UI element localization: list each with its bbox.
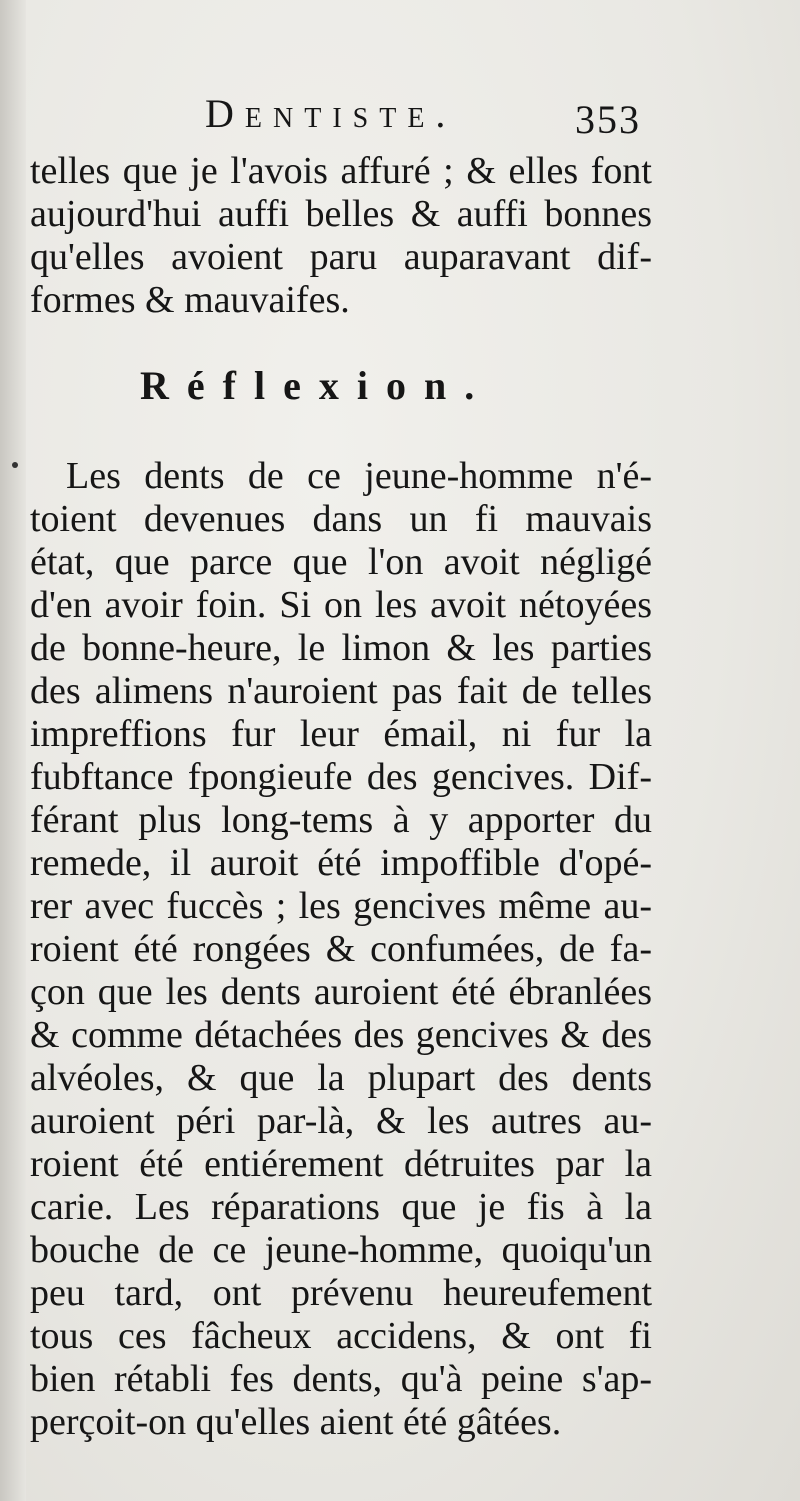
page-number: 353 bbox=[575, 97, 641, 142]
text-line: peu tard, ont prévenu heureufement bbox=[30, 1272, 652, 1314]
text-line: auroient péri par-là, & les autres au- bbox=[30, 1100, 652, 1142]
text-line: alvéoles, & que la plupart des dents bbox=[30, 1057, 652, 1099]
text-line: férant plus long-tems à y apporter du bbox=[30, 799, 652, 841]
text-line: fubftance fpongieufe des gencives. Dif- bbox=[30, 756, 652, 798]
text-line: tous ces fâcheux accidens, & ont fi bbox=[30, 1315, 652, 1357]
text-line: & comme détachées des gencives & des bbox=[30, 1014, 652, 1056]
text-line: toient devenues dans un fi mauvais bbox=[30, 498, 652, 540]
text-line: roient été entiérement détruites par la bbox=[30, 1143, 652, 1185]
text-line: qu'elles avoient paru auparavant dif- bbox=[30, 236, 652, 278]
text-line: bouche de ce jeune-homme, quoiqu'un bbox=[30, 1229, 652, 1271]
text-line: remede, il auroit été impoffible d'opé- bbox=[30, 842, 652, 884]
text-line: aujourd'hui auffi belles & auffi bonnes bbox=[30, 193, 652, 235]
running-title: Dentiste. bbox=[205, 91, 457, 136]
page-gutter-shadow bbox=[0, 0, 26, 1501]
text-line: çon que les dents auroient été ébranlées bbox=[30, 971, 652, 1013]
paragraph-continuation bbox=[30, 150, 652, 322]
text-line: perçoit-on qu'elles aient été gâtées. bbox=[30, 1401, 562, 1443]
text-line: impreffions fur leur émail, ni fur la bbox=[30, 713, 652, 755]
text-line: formes & mauvaifes. bbox=[30, 279, 350, 321]
reflexion-paragraph bbox=[30, 455, 652, 1444]
text-line: d'en avoir foin. Si on les avoit nétoyées bbox=[30, 584, 652, 626]
text-line: des alimens n'auroient pas fait de telles bbox=[30, 670, 652, 712]
ink-speck bbox=[12, 462, 18, 468]
text-line: Les dents de ce jeune-homme n'é- bbox=[66, 455, 652, 497]
text-line: carie. Les réparations que je fis à la bbox=[30, 1186, 652, 1228]
text-line: état, que parce que l'on avoit négligé bbox=[30, 541, 652, 583]
text-line: bien rétabli fes dents, qu'à peine s'ap- bbox=[30, 1358, 652, 1400]
text-line: roient été rongées & confumées, de fa- bbox=[30, 928, 652, 970]
text-line: telles que je l'avois affuré ; & elles font bbox=[30, 150, 652, 192]
text-line: de bonne-heure, le limon & les parties bbox=[30, 627, 652, 669]
section-heading: Réflexion. bbox=[140, 363, 493, 408]
text-line: rer avec fuccès ; les gencives même au- bbox=[30, 885, 652, 927]
